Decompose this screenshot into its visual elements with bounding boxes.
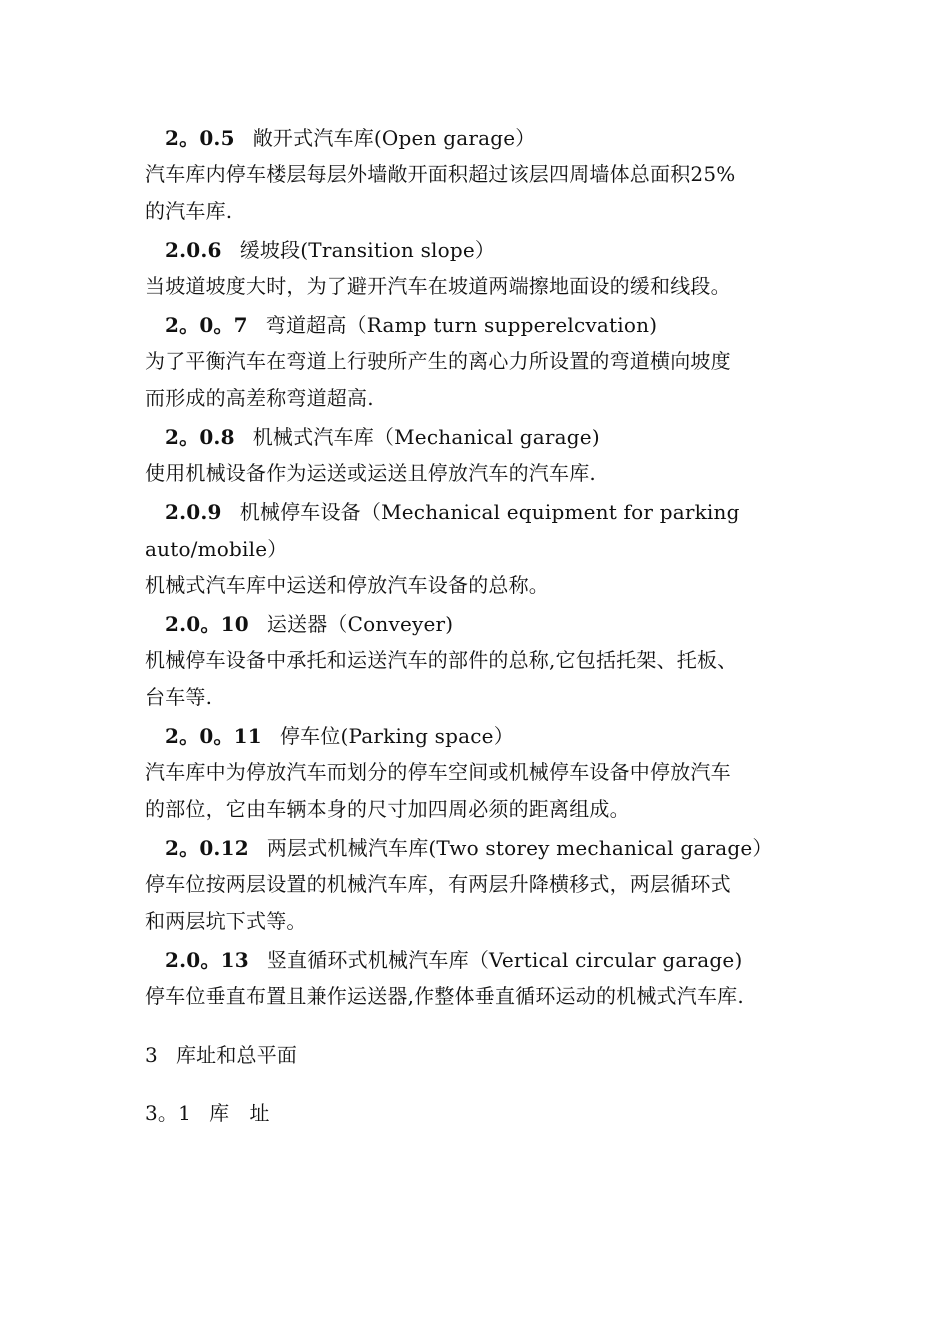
clause-heading — [165, 236, 495, 264]
clause-title: 弯道超高（Ramp turn supperelcvation) — [265, 313, 658, 337]
clause-body-line: 和两层坑下式等。 — [145, 909, 307, 933]
clause-body-line: 当坡道坡度大时，为了避开汽车在坡道两端擦地面设的缓和线段。 — [145, 274, 731, 298]
clause-body-line: 使用机械设备作为运送或运送且停放汽车的汽车库. — [145, 461, 596, 485]
clause-body-line: 停车位按两层设置的机械汽车库，有两层升降横移式，两层循环式 — [145, 872, 731, 896]
clause-number: 2。0.5 — [165, 126, 235, 150]
clause-title: 停车位(Parking space） — [279, 724, 514, 748]
subsection-heading — [145, 1099, 270, 1127]
clause-title: 机械停车设备（Mechanical equipment for parking — [239, 500, 740, 524]
clause-number: 2。0.12 — [165, 836, 249, 860]
section-title: 库址和总平面 — [175, 1043, 298, 1067]
clause-number: 2.0。10 — [165, 612, 249, 636]
clause-heading — [165, 498, 740, 526]
clause-heading — [165, 610, 453, 638]
clause-number: 2。0.8 — [165, 425, 235, 449]
clause-number: 2。0。7 — [165, 313, 248, 337]
clause-title: 敞开式汽车库(Open garage） — [252, 126, 536, 150]
clause-number: 2.0.9 — [165, 500, 222, 524]
clause-title-continuation: auto/mobile） — [145, 537, 288, 561]
clause-heading — [165, 946, 742, 974]
section-heading — [145, 1041, 297, 1069]
clause-body-line: 台车等. — [145, 685, 213, 709]
clause-body-line: 机械式汽车库中运送和停放汽车设备的总称。 — [145, 573, 549, 597]
subsection-title: 库 址 — [209, 1101, 270, 1125]
clause-title: 竖直循环式机械汽车库（Vertical circular garage) — [266, 948, 743, 972]
clause-heading — [165, 834, 773, 862]
clause-number: 2.0.6 — [165, 238, 222, 262]
clause-body-line: 汽车库内停车楼层每层外墙敞开面积超过该层四周墙体总面积25% — [145, 162, 736, 186]
subsection-number: 3。1 — [145, 1101, 192, 1125]
clause-number: 2。0。11 — [165, 724, 262, 748]
clause-heading — [165, 423, 600, 451]
clause-body-line: 为了平衡汽车在弯道上行驶所产生的离心力所设置的弯道横向坡度 — [145, 349, 731, 373]
section-number: 3 — [145, 1043, 158, 1067]
clause-title: 缓坡段(Transition slope） — [239, 238, 496, 262]
clause-body-line: 机械停车设备中承托和运送汽车的部件的总称,它包括托架、托板、 — [145, 648, 738, 672]
clause-title: 两层式机械汽车库(Two storey mechanical garage） — [266, 836, 773, 860]
clause-title: 运送器（Conveyer) — [266, 612, 454, 636]
clause-heading — [165, 124, 535, 152]
clause-heading — [165, 722, 514, 750]
clause-heading — [165, 311, 657, 339]
clause-body-line: 的汽车库. — [145, 199, 233, 223]
clause-number: 2.0。13 — [165, 948, 249, 972]
clause-body-line: 汽车库中为停放汽车而划分的停车空间或机械停车设备中停放汽车 — [145, 760, 731, 784]
clause-title: 机械式汽车库（Mechanical garage) — [252, 425, 600, 449]
clause-body-line: 的部位，它由车辆本身的尺寸加四周必须的距离组成。 — [145, 797, 630, 821]
clause-body-line: 停车位垂直布置且兼作运送器,作整体垂直循环运动的机械式汽车库. — [145, 984, 744, 1008]
clause-body-line: 而形成的高差称弯道超高. — [145, 386, 374, 410]
